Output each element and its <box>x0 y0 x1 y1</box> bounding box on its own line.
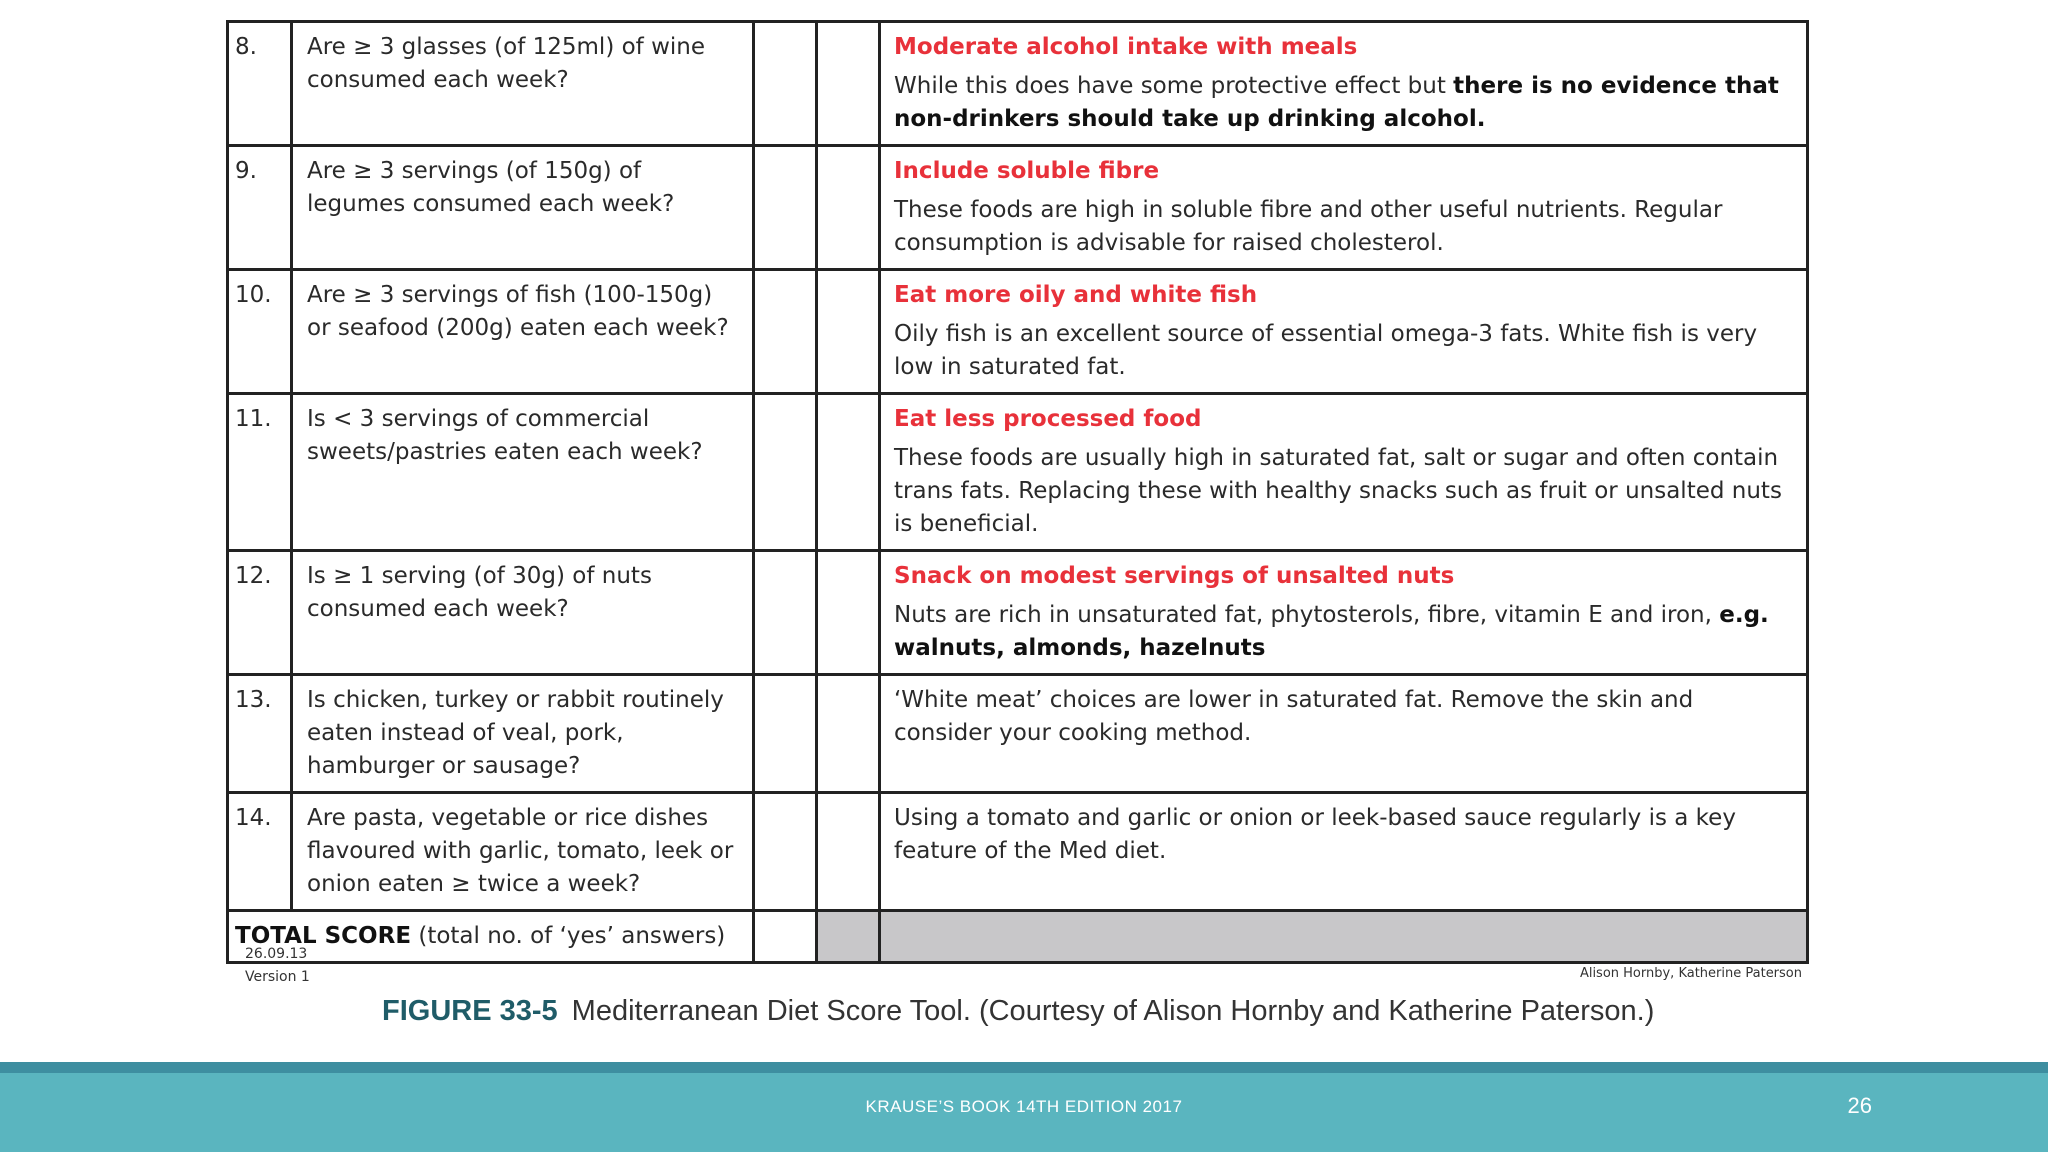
page-number: 26 <box>1847 1093 1872 1118</box>
table-row <box>228 22 1808 146</box>
advice-title: Eat more oily and white fish <box>894 282 1258 308</box>
yes-answer-cell[interactable] <box>754 675 817 793</box>
row-number: 12. <box>228 551 292 675</box>
advice-body: These foods are high in soluble fibre and other useful nutrients. Regular consumption is advisable for raised cholesterol. <box>894 197 1723 256</box>
total-score-label-rest: (total no. of ‘yes’ answers) <box>411 923 726 949</box>
yes-answer-cell[interactable] <box>754 551 817 675</box>
figure-number: FIGURE 33-5 <box>382 995 558 1027</box>
yes-answer-cell[interactable] <box>754 146 817 270</box>
advice-cell <box>880 146 1808 270</box>
table-row <box>228 793 1808 911</box>
advice-bold-text: there is no evidence that non-drinkers should take up drinking alcohol. <box>894 73 1779 132</box>
total-score-row <box>228 911 1808 963</box>
question-text: Is chicken, turkey or rabbit routinely eaten instead of veal, pork, hamburger or sausage? <box>292 675 754 793</box>
advice-cell <box>880 675 1808 793</box>
advice-cell <box>880 270 1808 394</box>
document-date: 26.09.13 <box>245 946 308 962</box>
advice-body: ‘White meat’ choices are lower in saturated fat. Remove the skin and consider your cooking method. <box>894 687 1694 746</box>
row-number: 11. <box>228 394 292 551</box>
advice-body: These foods are usually high in saturated fat, salt or sugar and often contain trans fats. Replacing these with healthy snacks such as fruit or unsalted nuts is beneficial. <box>894 445 1782 537</box>
yes-answer-cell[interactable] <box>754 394 817 551</box>
yes-answer-cell[interactable] <box>754 22 817 146</box>
document-authors: Alison Hornby, Katherine Paterson <box>1579 966 1802 981</box>
advice-text: Nuts are rich in unsaturated fat, phytosterols, fibre, vitamin E and iron, <box>894 602 1720 628</box>
total-grey-cell <box>817 911 880 963</box>
row-number: 10. <box>228 270 292 394</box>
footer-text: KRAUSE’S BOOK 14TH EDITION 2017 <box>865 1097 1183 1116</box>
table-row <box>228 394 1808 551</box>
question-text: Are pasta, vegetable or rice dishes flavoured with garlic, tomato, leek or onion eaten ≥ twice a week? <box>292 793 754 911</box>
row-number: 14. <box>228 793 292 911</box>
advice-title: Snack on modest servings of unsalted nuts <box>894 563 1455 589</box>
table-row <box>228 146 1808 270</box>
advice-body <box>894 599 1796 665</box>
figure-caption <box>382 995 1654 1028</box>
total-score-label-bold: TOTAL SCORE <box>235 923 412 949</box>
advice-title: Include soluble fibre <box>894 158 1160 184</box>
document-meta <box>245 943 310 989</box>
no-answer-cell[interactable] <box>817 793 880 911</box>
question-text: Is < 3 servings of commercial sweets/pastries eaten each week? <box>292 394 754 551</box>
question-text: Is ≥ 1 serving (of 30g) of nuts consumed each week? <box>292 551 754 675</box>
row-number: 9. <box>228 146 292 270</box>
no-answer-cell[interactable] <box>817 270 880 394</box>
advice-cell <box>880 551 1808 675</box>
total-grey-cell <box>880 911 1808 963</box>
table-row <box>228 270 1808 394</box>
advice-cell <box>880 394 1808 551</box>
advice-cell <box>880 793 1808 911</box>
advice-body: Using a tomato and garlic or onion or leek-based sauce regularly is a key feature of the Med diet. <box>894 805 1736 864</box>
no-answer-cell[interactable] <box>817 551 880 675</box>
total-score-cell[interactable] <box>754 911 817 963</box>
question-text: Are ≥ 3 servings of fish (100-150g) or seafood (200g) eaten each week? <box>292 270 754 394</box>
advice-bold-text: e.g. walnuts, almonds, hazelnuts <box>894 602 1769 661</box>
yes-answer-cell[interactable] <box>754 793 817 911</box>
no-answer-cell[interactable] <box>817 146 880 270</box>
table-row <box>228 675 1808 793</box>
advice-cell <box>880 22 1808 146</box>
figure-caption-text: Mediterranean Diet Score Tool. (Courtesy of Alison Hornby and Katherine Paterson.) <box>571 995 1655 1027</box>
yes-answer-cell[interactable] <box>754 270 817 394</box>
document-version: Version 1 <box>245 969 310 985</box>
table-row <box>228 551 1808 675</box>
no-answer-cell[interactable] <box>817 22 880 146</box>
row-number: 8. <box>228 22 292 146</box>
row-number: 13. <box>228 675 292 793</box>
advice-text: While this does have some protective effect but <box>894 73 1454 99</box>
diet-score-table <box>226 20 1809 964</box>
question-text: Are ≥ 3 glasses (of 125ml) of wine consumed each week? <box>292 22 754 146</box>
advice-title: Moderate alcohol intake with meals <box>894 34 1358 60</box>
no-answer-cell[interactable] <box>817 394 880 551</box>
advice-title: Eat less processed food <box>894 406 1202 432</box>
question-text: Are ≥ 3 servings (of 150g) of legumes consumed each week? <box>292 146 754 270</box>
no-answer-cell[interactable] <box>817 675 880 793</box>
advice-body <box>894 70 1796 136</box>
slide-footer <box>0 1062 2048 1152</box>
advice-body: Oily fish is an excellent source of essential omega-3 fats. White fish is very low in saturated fat. <box>894 321 1758 380</box>
